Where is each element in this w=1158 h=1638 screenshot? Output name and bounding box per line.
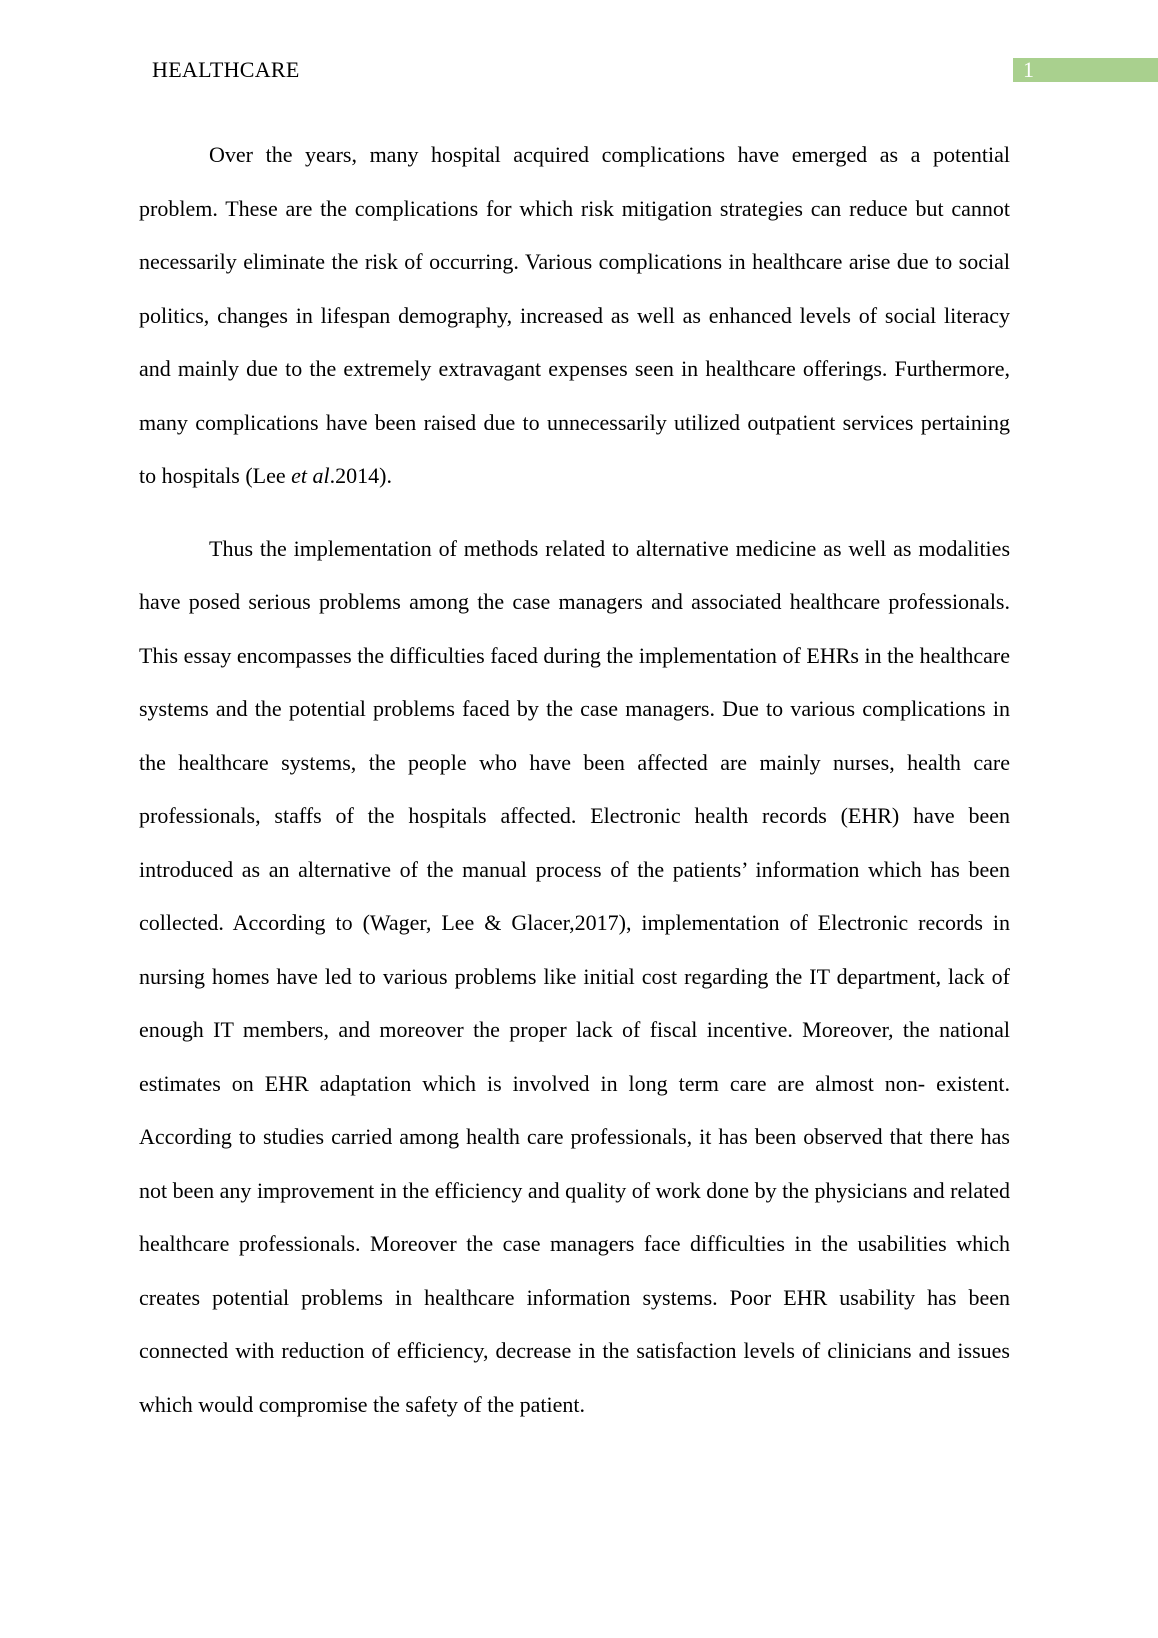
- document-body: [139, 128, 1010, 1431]
- running-head: HEALTHCARE: [152, 57, 300, 82]
- citation-et-al: et al: [291, 463, 330, 488]
- page-number: 1: [1023, 57, 1034, 82]
- paragraph-1-citation-end: .2014).: [329, 463, 392, 488]
- paragraph-2: Thus the implementation of methods related to alternative medicine as well as modalities have posed serious problems among the case managers and associated healthcare professionals. This essay encompasses the difficulties faced during the implementation of EHRs in the healthcare systems and the potential problems faced by the case managers. Due to various complications in the healthcare systems, the people who have been affected are mainly nurses, health care professionals, staffs of the hospitals affected. Electronic health records (EHR) have been introduced as an alternative of the manual process of the patients’ information which has been collected. According to (Wager, Lee & Glacer,2017), implementation of Electronic records in nursing homes have led to various problems like initial cost regarding the IT department, lack of enough IT members, and moreover the proper lack of fiscal incentive. Moreover, the national estimates on EHR adaptation which is involved in long term care are almost non- existent. According to studies carried among health care professionals, it has been observed that there has not been any improvement in the efficiency and quality of work done by the physicians and related healthcare professionals. Moreover the case managers face difficulties in the usabilities which creates potential problems in healthcare information systems. Poor EHR usability has been connected with reduction of efficiency, decrease in the satisfaction levels of clinicians and issues which would compromise the safety of the patient.: [139, 535, 1010, 1417]
- page-number-badge: [1013, 58, 1158, 82]
- paragraph-1: [139, 128, 1010, 503]
- paragraph-1-text: Over the years, many hospital acquired complications have emerged as a potential problem. These are the complications for which risk mitigation strategies can reduce but cannot necessarily eliminate the risk of occurring. Various complications in healthcare arise due to social politics, changes in lifespan demography, increased as well as enhanced levels of social literacy and mainly due to the extremely extravagant expenses seen in healthcare offerings. Furthermore, many complications have been raised due to unnecessarily utilized outpatient services pertaining to hospitals (Lee: [139, 142, 1010, 488]
